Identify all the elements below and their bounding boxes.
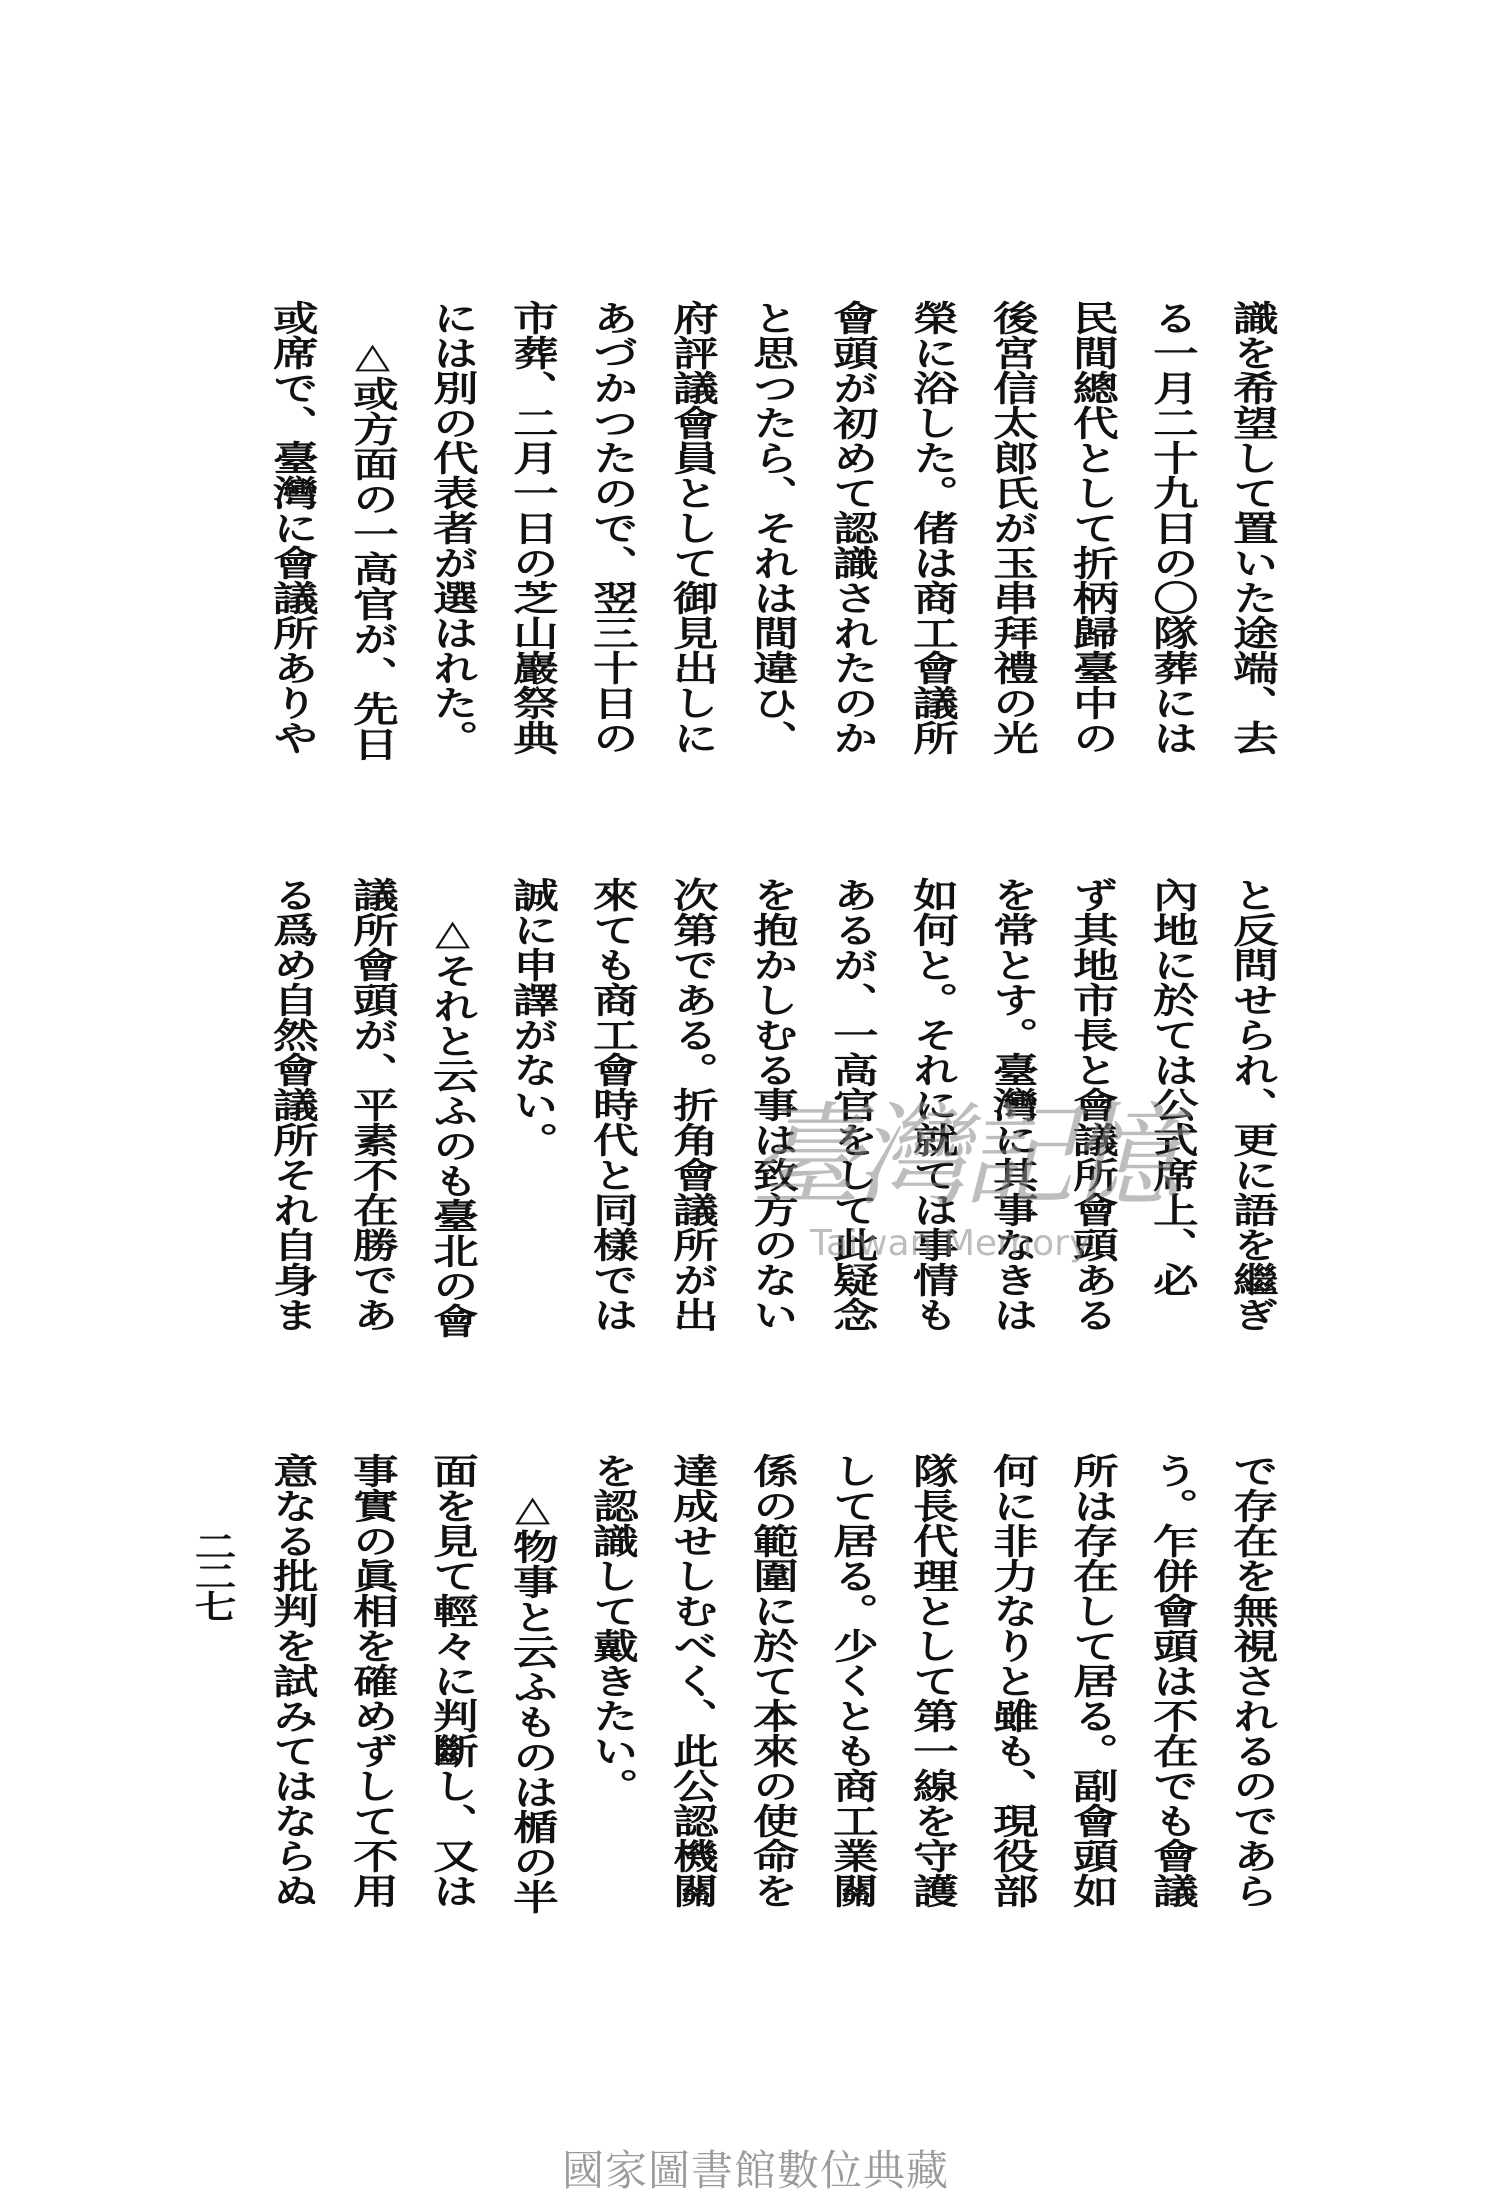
watermark-english: Taiwan Memory	[810, 1223, 1091, 1264]
text-column: 識を希望して置いた途端、去	[1226, 300, 1280, 755]
text-column: 面を見て輕々に判斷し、又は	[426, 1453, 480, 1908]
text-column: 後宮信太郎氏が玉串拜禮の光	[986, 300, 1040, 755]
text-column: して居る。少くとも商工業關	[826, 1453, 880, 1908]
text-column: 榮に浴した。偖は商工會議所	[906, 300, 960, 755]
text-column: を抱かしむる事は致方のない	[746, 877, 800, 1332]
text-column: 民間總代として折柄歸臺中の	[1066, 300, 1120, 755]
text-column: には別の代表者が選はれた。	[426, 300, 480, 755]
text-column: 來ても商工會時代と同樣では	[586, 877, 640, 1332]
text-column: を常とす。臺灣に其事なきは	[986, 877, 1040, 1332]
text-column: る一月二十九日の〇隊葬には	[1146, 300, 1200, 755]
text-column: 如何と。それに就ては事情も	[906, 877, 960, 1332]
text-column: △或方面の一高官が、先日	[346, 335, 400, 761]
text-column: △それと云ふのも臺北の會	[426, 912, 480, 1338]
text-column: 何に非力なりと雖も、現役部	[986, 1453, 1040, 1908]
text-column: 內地に於ては公式席上、必	[1146, 877, 1200, 1297]
text-column: 府評議會員として御見出しに	[666, 300, 720, 755]
text-column: 係の範圍に於て本來の使命を	[746, 1453, 800, 1908]
text-column: 議所會頭が、平素不在勝であ	[346, 877, 400, 1332]
text-column: 誠に申譯がない。	[506, 877, 560, 1157]
page-number: 二二七	[188, 1530, 238, 1620]
text-column: △物事と云ふものは楯の半	[506, 1488, 560, 1914]
library-footer: 國家圖書館數位典藏	[562, 2146, 950, 2195]
text-column: 市葬、二月一日の芝山巖祭典	[506, 300, 560, 755]
text-column: を認識して戴きたい。	[586, 1453, 640, 1803]
text-column: 隊長代理として第一線を守護	[906, 1453, 960, 1908]
text-column: と反問せられ、更に語を繼ぎ	[1226, 877, 1280, 1332]
text-column: 達成せしむべく、此公認機關	[666, 1453, 720, 1908]
text-column: 或席で、臺灣に會議所ありや	[266, 300, 320, 755]
text-column: 次第である。折角會議所が出	[666, 877, 720, 1332]
text-column: ず其地市長と會議所會頭ある	[1066, 877, 1120, 1332]
text-column: あづかつたので、翌三十日の	[586, 300, 640, 755]
text-column: で存在を無視されるのであら	[1226, 1453, 1280, 1908]
text-column: あるが、一高官をして此疑念	[826, 877, 880, 1332]
text-column: 事實の眞相を確めずして不用	[346, 1453, 400, 1908]
text-column: 會頭が初めて認識されたのか	[826, 300, 880, 755]
text-column: う。乍併會頭は不在でも會議	[1146, 1453, 1200, 1908]
text-column: る爲め自然會議所それ自身ま	[266, 877, 320, 1332]
text-column: と思つたら、それは間違ひ、	[746, 300, 800, 755]
text-column: 所は存在して居る。副會頭如	[1066, 1453, 1120, 1908]
text-column: 意なる批判を試みてはならぬ	[266, 1453, 320, 1908]
watermark-chinese: 臺灣記憶	[750, 1092, 1174, 1222]
